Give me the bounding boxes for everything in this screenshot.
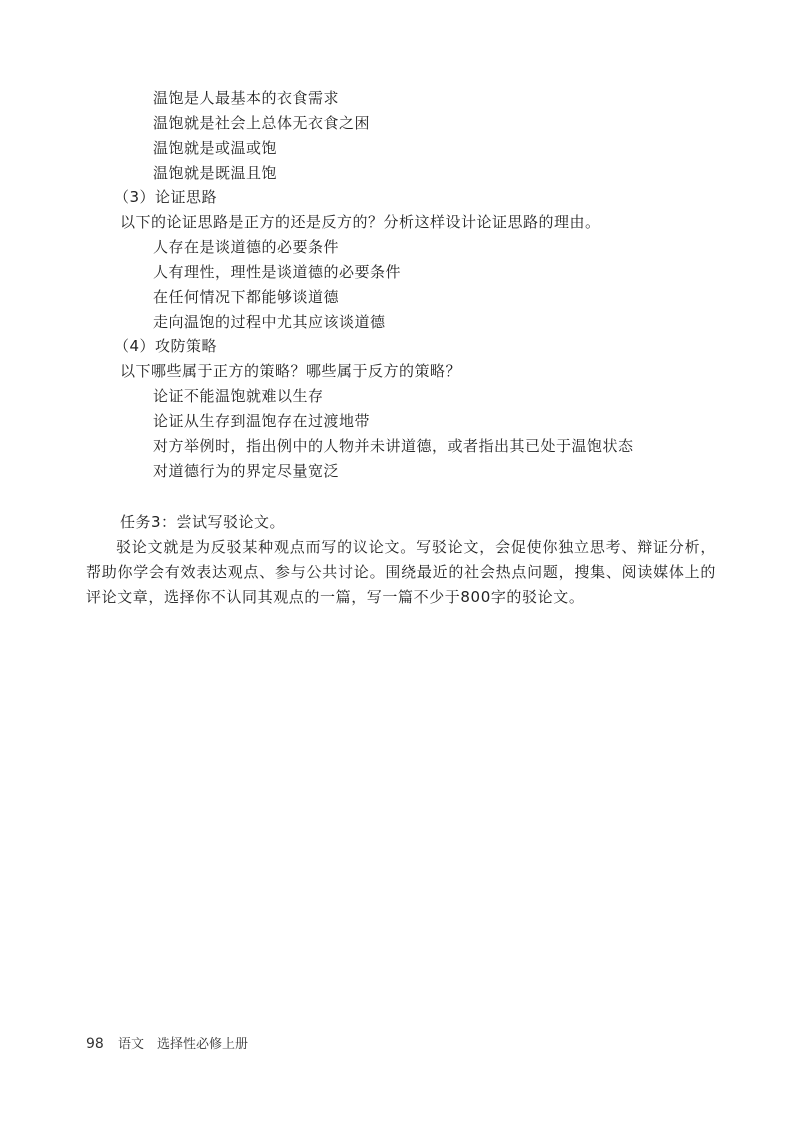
section4-item-4: 对道德行为的界定尽量宽泛 [153,462,340,480]
warm-item-2: 温饱就是社会上总体无衣食之困 [153,114,371,132]
section4-question: 以下哪些属于正方的策略？哪些属于反方的策略？ [120,362,462,380]
section3-heading: （3）论证思路 [114,188,218,206]
page-footer [86,1033,248,1052]
section3-item-1: 人存在是谈道德的必要条件 [153,238,340,256]
section4-item-2: 论证从生存到温饱存在过渡地带 [153,412,371,430]
page-number: 98 [86,1036,104,1052]
task3-title: 任务3：尝试写驳论文。 [120,513,286,531]
section4-item-1: 论证不能温饱就难以生存 [153,387,324,405]
section4-item-3: 对方举例时，指出例中的人物并未讲道德，或者指出其已处于温饱状态 [153,437,634,455]
section3-item-2: 人有理性，理性是谈道德的必要条件 [153,263,402,281]
book-title: 语文 选择性必修上册 [117,1037,248,1052]
section3-item-4: 走向温饱的过程中尤其应该谈道德 [153,313,386,331]
section3-question: 以下的论证思路是正方的还是反方的？分析这样设计论证思路的理由。 [120,213,601,231]
warm-item-1: 温饱是人最基本的衣食需求 [153,89,340,107]
section4-heading: （4）攻防策略 [114,337,218,355]
section3-item-3: 在任何情况下都能够谈道德 [153,288,340,306]
warm-item-4: 温饱就是既温且饱 [153,164,278,182]
task3-paragraph: 驳论文就是为反驳某种观点而写的议论文。写驳论文，会促使你独立思考、辩证分析，帮助你学会有效表达观点、参与公共讨论。围绕最近的社会热点问题，搜集、阅读媒体上的评论文章，选择你不认同其观点的一篇，写一篇不少于800字的驳论文。 [86,538,716,606]
warm-item-3: 温饱就是或温或饱 [153,139,278,157]
